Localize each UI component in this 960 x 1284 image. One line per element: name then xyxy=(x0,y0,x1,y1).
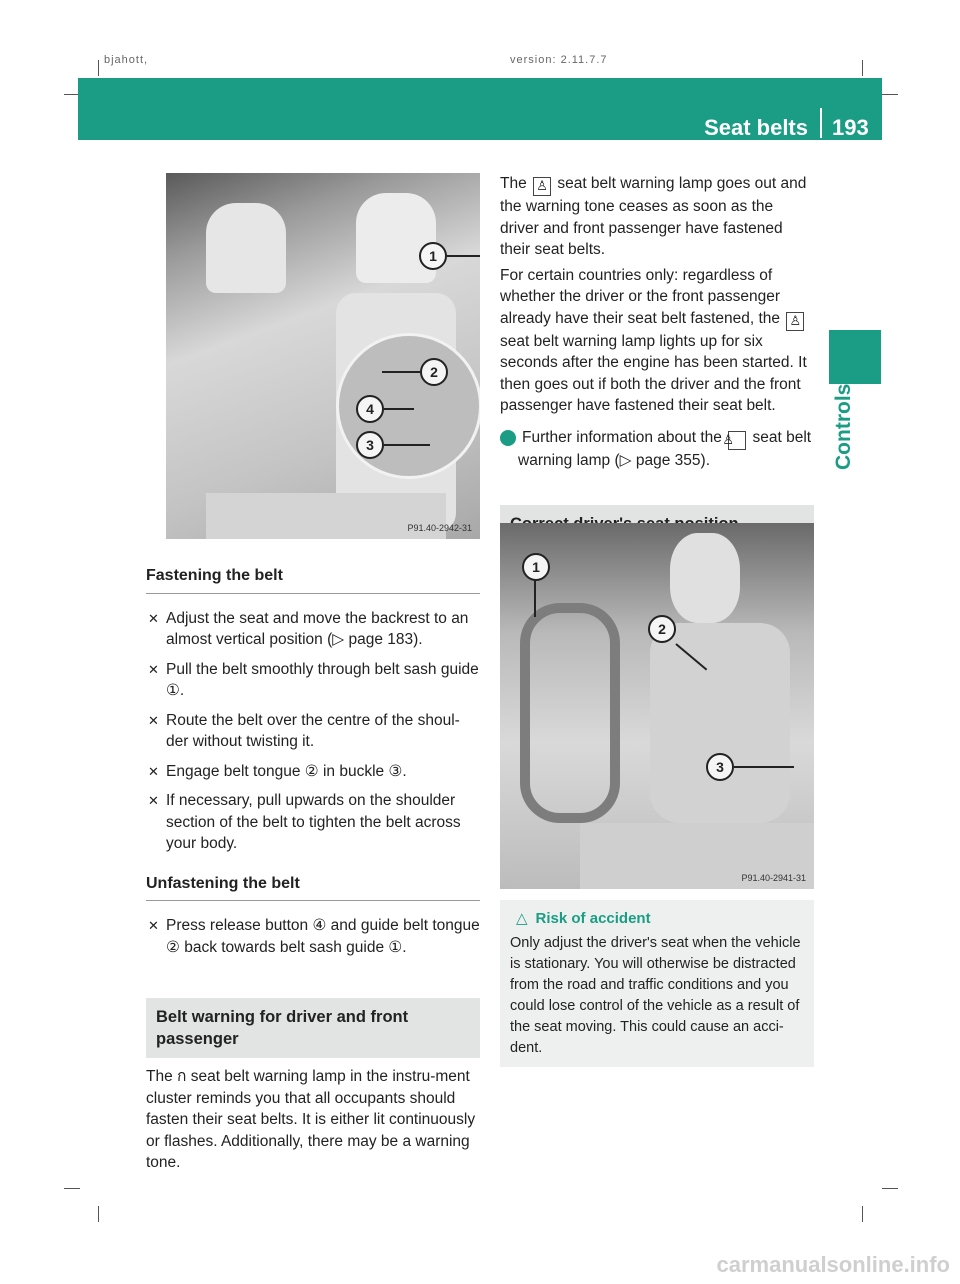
fastening-step: ✕ Adjust the seat and move the backrest to an almost vertical position (▷ page 183). xyxy=(148,609,469,648)
right-column xyxy=(497,173,814,543)
leader-line xyxy=(384,444,430,446)
print-meta-left: bjahott, xyxy=(104,54,149,66)
crop-mark xyxy=(98,60,99,76)
warning-box xyxy=(500,900,814,1067)
seat-belt-lamp-icon: ♙ xyxy=(533,177,551,196)
callout-1: 1 xyxy=(522,553,550,581)
unfastening-heading: Unfastening the belt xyxy=(146,873,480,902)
fastening-step: ✕ Engage belt tongue ② in buckle ③. xyxy=(148,762,407,780)
crop-mark xyxy=(882,94,898,95)
belt-warning-heading: Belt warning for driver and front passenger xyxy=(146,998,480,1058)
leader-line xyxy=(734,766,794,768)
section-title: Seat belts xyxy=(704,115,808,140)
left-column xyxy=(146,565,480,1174)
countries-paragraph: For certain countries only: regardless of whether the driver or the front passenger already have their seat belt fastened, the ♙ seat belt warning lamp lights up for six seconds after the engine has been started. It then goes out if both the driver and the front passenger have fastened their seat belt. xyxy=(500,266,807,414)
side-tab xyxy=(829,330,881,384)
crop-mark xyxy=(862,60,863,76)
page-number: 193 xyxy=(832,115,869,140)
fastening-step: ✕ If necessary, pull upwards on the shoulder section of the belt to tighten the belt across your body. xyxy=(148,792,461,852)
headrest-right xyxy=(356,193,436,283)
info-note: i Further information about the ♙ seat belt warning lamp (▷ page 355). xyxy=(497,428,812,469)
callout-3: 3 xyxy=(356,431,384,459)
unfastening-step: ✕ Press release button ④ and guide belt tongue ② back towards belt sash guide ①. xyxy=(148,917,480,956)
fastening-step: ✕ Route the belt over the centre of the shoul-der without twisting it. xyxy=(148,711,460,750)
fastening-step: ✕ Pull the belt smoothly through belt sash guide ①. xyxy=(148,660,479,699)
figure-code: P91.40-2941-31 xyxy=(741,873,806,883)
warning-text: Only adjust the driver's seat when the vehicle is stationary. You will otherwise be distracted from the road and traffic conditions and you could lose control of the vehicle as a result of the seat moving. This could cause an acci-dent. xyxy=(510,935,801,1056)
seat-belt-lamp-icon: ♙ xyxy=(728,431,746,450)
footer-watermark: carmanualsonline.info xyxy=(716,1252,950,1277)
callout-3: 3 xyxy=(706,753,734,781)
callout-2: 2 xyxy=(420,358,448,386)
print-meta-right: version: 2.11.7.7 xyxy=(510,54,608,66)
side-tab-label: Controls xyxy=(832,383,855,470)
leader-line xyxy=(382,371,420,373)
callout-4: 4 xyxy=(356,395,384,423)
leader-line xyxy=(447,255,480,257)
crop-mark xyxy=(862,1206,863,1222)
headrest-left xyxy=(206,203,286,293)
fastening-heading: Fastening the belt xyxy=(146,565,480,594)
crop-mark xyxy=(882,1188,898,1189)
callout-2: 2 xyxy=(648,615,676,643)
leader-line xyxy=(384,408,414,410)
seat-belt-photo xyxy=(166,173,480,539)
driver-position-photo xyxy=(500,523,814,889)
callout-1: 1 xyxy=(419,242,447,270)
header-separator xyxy=(820,108,822,138)
lamp-paragraph: The ♙ seat belt warning lamp goes out and the warning tone ceases as soon as the driver and front passenger have fastened their seat belts. xyxy=(500,175,807,258)
crop-mark xyxy=(98,1206,99,1222)
driver-torso xyxy=(650,623,790,823)
info-icon: i xyxy=(500,430,516,446)
crop-mark xyxy=(64,1188,80,1189)
leader-line xyxy=(534,579,536,617)
warning-title: △ Risk of accident xyxy=(516,910,651,927)
driver-head xyxy=(670,533,740,623)
figure-code: P91.40-2942-31 xyxy=(407,523,472,533)
steering-wheel xyxy=(520,603,620,823)
seat-belt-lamp-icon: ♙ xyxy=(786,312,804,331)
warning-triangle-icon: △ xyxy=(516,910,528,927)
belt-warning-paragraph: The ก seat belt warning lamp in the instru-ment cluster reminds you that all occupants should fasten their seat belts. It is either lit continuously or flashes. Additionally, there may be a warning tone. xyxy=(146,1068,476,1171)
